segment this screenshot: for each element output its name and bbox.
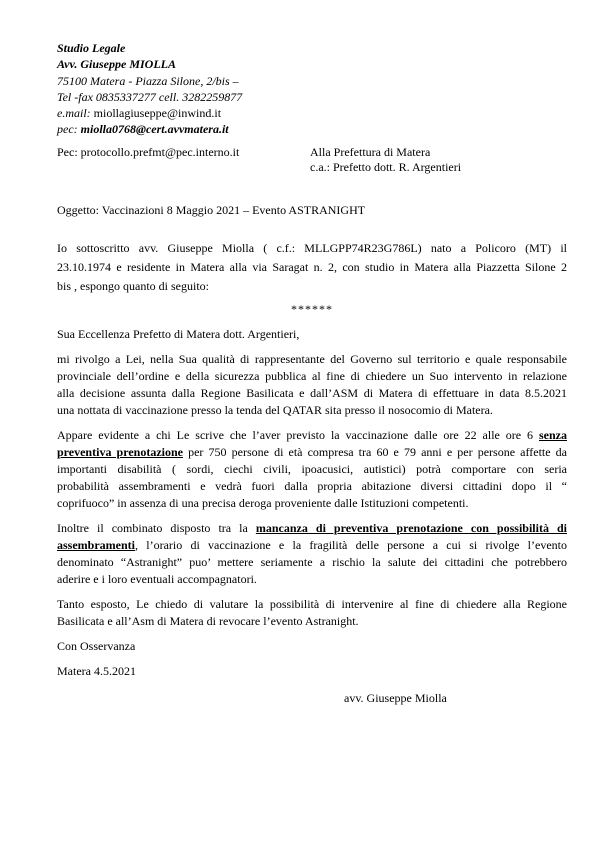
letterhead-firm: Studio Legale [57, 41, 126, 55]
text-segment: alla decisione assunta dalla Regione Basilicata e dall’ASM di Matera di effettuare in data 8.5.2021 [57, 385, 567, 400]
text-line [57, 239, 567, 258]
subject-line: Oggetto: Vaccinazioni 8 Maggio 2021 – Evento ASTRANIGHT [57, 202, 366, 217]
text-segment: aderire e i loro eventuali accompagnatori. [57, 571, 257, 586]
text-line [57, 385, 567, 402]
text-segment: probabilità assembramenti e vedrà fuori dalla propria abitazione diversi cittadini dopo il “ [57, 478, 567, 493]
letterhead-attorney: Avv. Giuseppe MIOLLA [57, 57, 176, 72]
letterhead-phone: Tel -fax 0835337277 cell. 3282259877 [57, 89, 243, 104]
text-line [57, 427, 567, 444]
pec-label: pec: [57, 122, 78, 137]
text-line [57, 554, 567, 571]
signature: avv. Giuseppe Miolla [344, 690, 447, 705]
text-line [57, 596, 567, 613]
letterhead-email-line [57, 105, 567, 121]
closing-salutation: Con Osservanza [57, 638, 136, 653]
text-segment: Sua Eccellenza Prefetto di Matera dott. Argentieri, [57, 326, 300, 341]
text-line [57, 301, 567, 318]
text-segment: Inoltre il combinato disposto tra la [57, 520, 256, 535]
text-line [57, 495, 567, 512]
text-segment: coprifuoco” in assenza di una precisa deroga proveniente dalle Istituzioni competenti. [57, 495, 469, 510]
text-line [57, 478, 567, 495]
text-segment: Io sottoscritto avv. Giuseppe Miolla ( c.f.: MLLGPP74R23G786L) nato a Policoro (MT) il [57, 240, 567, 255]
text-segment: ****** [291, 301, 333, 316]
recipient-line-1: Alla Prefettura di Matera [310, 144, 431, 159]
text-line [57, 613, 567, 630]
paragraph [57, 301, 567, 318]
text-line [57, 351, 567, 368]
text-segment: bis , espongo quanto di seguito: [57, 278, 209, 293]
paragraph [57, 596, 567, 630]
text-segment: mi rivolgo a Lei, nella Sua qualità di rappresentante del Governo sul territorio e quale responsabile [57, 351, 567, 366]
emphasized-text: preventiva prenotazione [57, 444, 183, 459]
text-segment: , l’orario di vaccinazione e la fragilità delle persone a cui si rivolge l’evento [135, 537, 567, 552]
emphasized-text: senza [539, 427, 567, 442]
letterhead-address: 75100 Matera - Piazza Silone, 2/bis – [57, 73, 239, 88]
sender-pec: Pec: protocollo.prefmt@pec.interno.it [57, 144, 240, 159]
text-line [57, 258, 567, 277]
text-line [57, 461, 567, 478]
email-address: miollagiuseppe@inwind.it [93, 106, 222, 121]
pec-address: miolla0768@cert.avvmatera.it [80, 122, 229, 137]
text-segment: Basilicata e all’Asm di Matera di revocare l’evento Astranight. [57, 613, 359, 628]
closing-place-date: Matera 4.5.2021 [57, 663, 136, 678]
text-line [57, 520, 567, 537]
closing-block [57, 638, 567, 707]
text-line [57, 537, 567, 554]
text-line [57, 326, 567, 343]
text-segment: denominato “Astranight” puo’ mettere seriamente a rischio la salute dei cittadini che potrebbero [57, 554, 567, 569]
text-segment: per 750 persone di età compresa tra 60 e 79 anni e per persone affette da [183, 444, 568, 459]
paragraph [57, 239, 567, 296]
emphasized-text: mancanza di preventiva prenotazione con possibilità di [255, 520, 567, 535]
text-segment: 23.10.1974 e residente in Matera alla via Saragat n. 2, con studio in Matera alla Piazzetta Silone 2 [57, 259, 567, 274]
address-row [57, 145, 567, 176]
letter-body [57, 239, 567, 630]
recipient-line-2: c.a.: Prefetto dott. R. Argentieri [310, 160, 462, 175]
text-line [57, 277, 567, 296]
emphasized-text: assembramenti [57, 537, 135, 552]
recipient-block [310, 145, 461, 176]
paragraph [57, 326, 567, 343]
text-line [57, 402, 567, 419]
email-label: e.mail: [57, 106, 91, 121]
paragraph [57, 351, 567, 419]
text-segment: una nottata di vaccinazione presso la tenda del QATAR sita presso il nosocomio di Matera. [57, 402, 493, 417]
paragraph [57, 427, 567, 512]
letterhead-pec-line [57, 121, 567, 137]
text-segment: Tanto esposto, Le chiedo di valutare la possibilità di intervenire al fine di chiedere alla Regione [57, 596, 567, 611]
paragraph [57, 520, 567, 588]
text-line [57, 368, 567, 385]
text-segment: importanti disabilità ( sordi, ciechi civili, ipoacusici, autistici) potrà comportare con seria [57, 461, 567, 476]
text-line [57, 444, 567, 461]
text-segment: Appare evidente a chi Le scrive che l’aver previsto la vaccinazione dalle ore 22 alle ore 6 [57, 427, 539, 442]
text-line [57, 571, 567, 588]
letterhead [57, 40, 567, 138]
text-segment: provinciale dell’ordine e della sicurezza pubblica al fine di chiedere un Suo intervento in relazione [57, 368, 567, 383]
